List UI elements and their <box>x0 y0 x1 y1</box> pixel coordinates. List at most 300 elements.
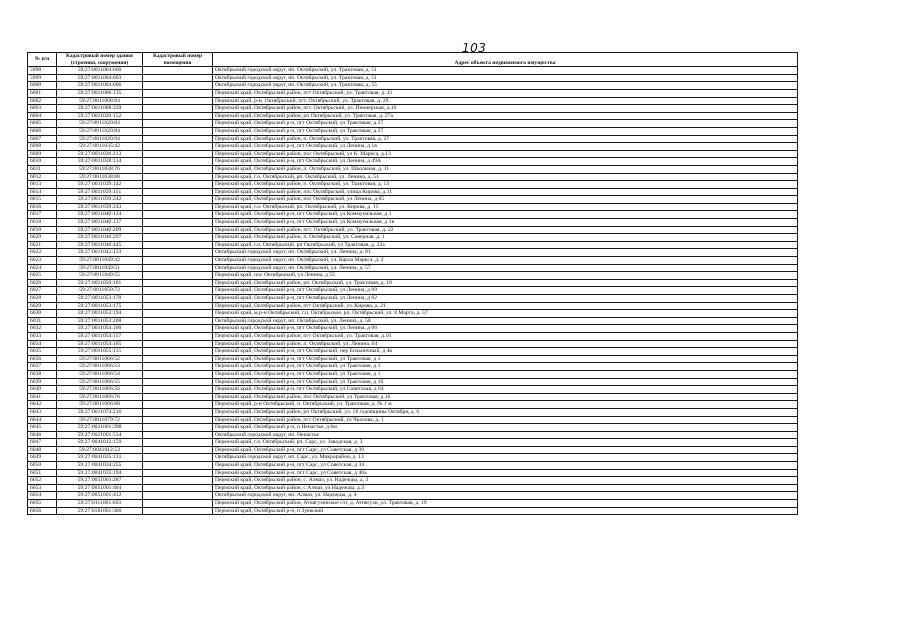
building-cadastral-number: 59:27:0011042:133 <box>57 249 143 257</box>
building-cadastral-number: 59:27:0011066:80 <box>57 401 143 409</box>
table-row <box>28 89 798 97</box>
row-number: 6005 <box>28 120 57 128</box>
row-number: 6000 <box>28 82 57 90</box>
object-address: Пермский край, р-н. Октябрьский, пгт. Октябрьский, ул. Трактовая, д. 29 <box>213 97 798 105</box>
room-cadastral-number <box>143 241 213 249</box>
building-cadastral-number: 59:27:0011020:83 <box>57 120 143 128</box>
row-number: 6055 <box>28 500 57 508</box>
row-number: 6013 <box>28 181 57 189</box>
object-address: Пермский край, г.о. Октябрьский, рп Октябрьский, ул Трактовая, д. 22а <box>213 241 798 249</box>
object-address: Пермский край, Октябрьский район, пос Октябрьский, улица Кирова, д.11 <box>213 188 798 196</box>
table-row <box>28 348 798 356</box>
row-number: 6032 <box>28 325 57 333</box>
row-number: 6012 <box>28 173 57 181</box>
row-number: 6030 <box>28 310 57 318</box>
object-address: Пермский край, Октябрьский р-н, п Зуевский <box>213 507 798 515</box>
building-cadastral-number: 59:27:0011038:76 <box>57 165 143 173</box>
row-number: 6037 <box>28 363 57 371</box>
building-cadastral-number: 59:27:0011020:94 <box>57 135 143 143</box>
header-building-cadastral: Кадастровый номер здания (строения, сооружения) <box>57 53 143 67</box>
object-address: Пермский край, Октябрьский р-н, пгт Сарс, ул Советская, д 46а <box>213 469 798 477</box>
building-cadastral-number: 59:27:0011039:243 <box>57 203 143 211</box>
table-row <box>28 279 798 287</box>
object-address: Пермский край, Октябрьский район, п. Октябрьский, ул. Трактовая, д. 27 <box>213 135 798 143</box>
table-row <box>28 310 798 318</box>
building-cadastral-number: 59:27:0011008:339 <box>57 105 143 113</box>
building-cadastral-number: 59:27:0021001:398 <box>57 424 143 432</box>
object-address: Пермский край, Октябрьский р-н, пгт Октябрьский, ул Трактовая, д 27 <box>213 127 798 135</box>
row-number: 6042 <box>28 401 57 409</box>
table-row <box>28 454 798 462</box>
room-cadastral-number <box>143 158 213 166</box>
room-cadastral-number <box>143 188 213 196</box>
table-row <box>28 112 798 120</box>
object-address: Пермский край, Октябрьский район, пгт Октябрьский, ул. Трактовая, д. 41 <box>213 89 798 97</box>
row-number: 6006 <box>28 127 57 135</box>
building-cadastral-number: 59:27:0011053:208 <box>57 317 143 325</box>
object-address: Пермский край, Октябрьский район, п. Октябрьский, ул. Северная, д. 1 <box>213 234 798 242</box>
table-row <box>28 181 798 189</box>
building-cadastral-number: 59:27:0011004:606 <box>57 82 143 90</box>
table-row <box>28 462 798 470</box>
room-cadastral-number <box>143 507 213 515</box>
table-row <box>28 416 798 424</box>
room-cadastral-number <box>143 378 213 386</box>
object-address: Октябрьский городской округ, нп. Октябрьский, ул. Карла Маркса, д. 2 <box>213 257 798 265</box>
room-cadastral-number <box>143 97 213 105</box>
building-cadastral-number: 59:27:0011054:157 <box>57 332 143 340</box>
room-cadastral-number <box>143 196 213 204</box>
building-cadastral-number: 59:27:0011074:216 <box>57 408 143 416</box>
building-cadastral-number: 59:27:0011054:185 <box>57 340 143 348</box>
building-cadastral-number: 59:27:0111001:663 <box>57 500 143 508</box>
object-address: Пермский край, Октябрьский р-н, пгт Октябрьский, ул Ленина, д 1в <box>213 143 798 151</box>
row-number: 6056 <box>28 507 57 515</box>
object-address: Пермский край, Октябрьский район, рп Октябрьский, ул. 18 годовщины Октября, д. 6 <box>213 408 798 416</box>
row-number: 6014 <box>28 188 57 196</box>
room-cadastral-number <box>143 424 213 432</box>
table-row <box>28 120 798 128</box>
object-address: Пермский край, Октябрьский р-н, пгт Октябрьский, ул Трактовая, д 1 <box>213 370 798 378</box>
table-row <box>28 484 798 492</box>
building-cadastral-number: 59:27:0041012:159 <box>57 439 143 447</box>
building-cadastral-number: 59:27:0011066:54 <box>57 370 143 378</box>
object-address: Октябрьский городской округ, нп. Октябрьский, ул. Ленина, д. 81 <box>213 249 798 257</box>
row-number: 6053 <box>28 484 57 492</box>
building-cadastral-number: 59:27:0011050:101 <box>57 279 143 287</box>
object-address: Пермский край, Октябрьский район, п. Октябрьский, ул. Трактовая, д. 13 <box>213 181 798 189</box>
room-cadastral-number <box>143 370 213 378</box>
object-address: Пермский край, Октябрьский р-н, пгт Октябрьский, ул Коммунальная, д 1 <box>213 211 798 219</box>
row-number: 6043 <box>28 408 57 416</box>
room-cadastral-number <box>143 211 213 219</box>
object-address: Пермский край, Октябрьский р-н, пгт Октябрьский, ул Ленина, д 62 <box>213 295 798 303</box>
room-cadastral-number <box>143 439 213 447</box>
row-number: 6015 <box>28 196 57 204</box>
object-address: Пермский край, г.о. Октябрьский, рп. Октябрьский, ул. Кирова, д. 15 <box>213 203 798 211</box>
table-row <box>28 439 798 447</box>
object-address: Пермский край, Октябрьский р-н, пгт Сарс, ул Советская, д 34 <box>213 462 798 470</box>
row-number: 6039 <box>28 378 57 386</box>
object-address: Пермский край, Октябрьский р-н, пгт Октябрьский, ул Советская, д 64 <box>213 386 798 394</box>
building-cadastral-number: 59:27:0011066:53 <box>57 363 143 371</box>
row-number: 5998 <box>28 67 57 75</box>
room-cadastral-number <box>143 219 213 227</box>
table-row <box>28 446 798 454</box>
object-address: Пермский край, Октябрьский р-н, пгт Октябрьский, ул Трактовая, д 16 <box>213 378 798 386</box>
object-address: Пермский край, Октябрьский район, пгт Октябрьский, ул Чкалова, д. 1 <box>213 416 798 424</box>
room-cadastral-number <box>143 74 213 82</box>
object-address: Пермский край, Октябрьский район, пгт. Октябрьский, ул. Пионерская, д.16 <box>213 105 798 113</box>
row-number: 6004 <box>28 112 57 120</box>
table-row <box>28 378 798 386</box>
room-cadastral-number <box>143 105 213 113</box>
row-number: 6040 <box>28 386 57 394</box>
table-row <box>28 340 798 348</box>
room-cadastral-number <box>143 67 213 75</box>
building-cadastral-number: 59:27:0011004:603 <box>57 74 143 82</box>
building-cadastral-number: 59:27:0011055:115 <box>57 348 143 356</box>
row-number: 5999 <box>28 74 57 82</box>
row-number: 6002 <box>28 97 57 105</box>
room-cadastral-number <box>143 340 213 348</box>
table-row <box>28 287 798 295</box>
room-cadastral-number <box>143 143 213 151</box>
table-row <box>28 165 798 173</box>
building-cadastral-number: 59:27:0011066:56 <box>57 386 143 394</box>
object-address: Пермский край, Октябрьский район, пос Октябрьский, ул Ленина, д 65 <box>213 196 798 204</box>
building-cadastral-number: 59:27:0011040:137 <box>57 219 143 227</box>
room-cadastral-number <box>143 165 213 173</box>
row-number: 6036 <box>28 355 57 363</box>
header-room-cadastral: Кадастровый номер помещения <box>143 53 213 67</box>
row-number: 6049 <box>28 454 57 462</box>
row-number: 6001 <box>28 89 57 97</box>
object-address: Октябрьский городской округ, нп. Октябрьский, ул. Ленина, д. 57 <box>213 264 798 272</box>
table-row <box>28 226 798 234</box>
building-cadastral-number: 59:27:0011050:72 <box>57 287 143 295</box>
table-row <box>28 424 798 432</box>
row-number: 6016 <box>28 203 57 211</box>
row-number: 6003 <box>28 105 57 113</box>
building-cadastral-number: 59:27:0011038:88 <box>57 173 143 181</box>
row-number: 6038 <box>28 370 57 378</box>
room-cadastral-number <box>143 264 213 272</box>
room-cadastral-number <box>143 363 213 371</box>
table-row <box>28 173 798 181</box>
room-cadastral-number <box>143 462 213 470</box>
row-number: 6044 <box>28 416 57 424</box>
object-address: Пермский край, Октябрьский р-н, пгт Октябрьский, ул Ленина, д 69 <box>213 287 798 295</box>
building-cadastral-number: 59:27:0011008:84 <box>57 97 143 105</box>
room-cadastral-number <box>143 82 213 90</box>
row-number: 6011 <box>28 165 57 173</box>
building-cadastral-number: 59:27:0011053:175 <box>57 302 143 310</box>
row-number: 6029 <box>28 302 57 310</box>
row-number: 6050 <box>28 462 57 470</box>
room-cadastral-number <box>143 500 213 508</box>
row-number: 6035 <box>28 348 57 356</box>
row-number: 6054 <box>28 492 57 500</box>
object-address: Пермский край, г.о. Октябрьский, рп. Сарс, ул. Заводская, д. 3 <box>213 439 798 447</box>
table-row <box>28 188 798 196</box>
row-number: 6007 <box>28 135 57 143</box>
table-row <box>28 158 798 166</box>
row-number: 6051 <box>28 469 57 477</box>
table-row <box>28 370 798 378</box>
building-cadastral-number: 59:27:0011020:84 <box>57 127 143 135</box>
row-number: 6048 <box>28 446 57 454</box>
table-row <box>28 408 798 416</box>
object-address: Пермский край, Октябрьский район, п. Октябрьский, ул. Ленина, 64 <box>213 340 798 348</box>
building-cadastral-number: 59:27:0051001:412 <box>57 492 143 500</box>
row-number: 6021 <box>28 241 57 249</box>
room-cadastral-number <box>143 484 213 492</box>
building-cadastral-number: 59:27:0011049:51 <box>57 264 143 272</box>
object-address: Пермский край, Октябрьский район, с Алмаз, ул Надежды, д.3 <box>213 484 798 492</box>
object-address: Пермский край, Октябрьский район, пгт Октябрьский, ул. Трактовая, д.10 <box>213 332 798 340</box>
table-row <box>28 272 798 280</box>
building-cadastral-number: 59:27:0051001:287 <box>57 477 143 485</box>
table-row <box>28 249 798 257</box>
room-cadastral-number <box>143 150 213 158</box>
row-number: 6033 <box>28 332 57 340</box>
room-cadastral-number <box>143 295 213 303</box>
building-cadastral-number: 59:27:0041034:255 <box>57 462 143 470</box>
table-row <box>28 317 798 325</box>
building-cadastral-number: 59:27:0011079:72 <box>57 416 143 424</box>
object-address: Октябрьский городской округ, нп. Октябрьский, ул. Трактовая, д. 51 <box>213 67 798 75</box>
building-cadastral-number: 59:27:0011066:55 <box>57 378 143 386</box>
building-cadastral-number: 59:27:0011066:76 <box>57 393 143 401</box>
room-cadastral-number <box>143 302 213 310</box>
building-cadastral-number: 59:27:0021001:534 <box>57 431 143 439</box>
room-cadastral-number <box>143 173 213 181</box>
building-cadastral-number: 59:27:0011040:134 <box>57 211 143 219</box>
object-address: Пермский край, пос Октябрьский, ул Ленина, д 55 <box>213 272 798 280</box>
header-address: Адрес объекта недвижимого имущества <box>213 60 798 67</box>
object-address: Пермский край, Октябрьский р-н, пгт Октябрьский, пер Больничный, д 4в <box>213 348 798 356</box>
room-cadastral-number <box>143 135 213 143</box>
row-number: 6041 <box>28 393 57 401</box>
table-row <box>28 219 798 227</box>
row-number: 6034 <box>28 340 57 348</box>
room-cadastral-number <box>143 469 213 477</box>
building-cadastral-number: 59:27:0011006:135 <box>57 89 143 97</box>
room-cadastral-number <box>143 120 213 128</box>
object-address: Октябрьский городской округ, нп. Сарс, ул. Микрорайон, д. 13 <box>213 454 798 462</box>
row-number: 6047 <box>28 439 57 447</box>
row-number: 6019 <box>28 226 57 234</box>
building-cadastral-number: 59:27:0011049:42 <box>57 257 143 265</box>
object-address: Пермский край, Октябрьский р-н, пгт Октябрьский, ул Трактовая, д 1 <box>213 355 798 363</box>
header-row-number: № п/п <box>28 53 57 67</box>
table-row <box>28 469 798 477</box>
row-number: 6027 <box>28 287 57 295</box>
table-row <box>28 431 798 439</box>
room-cadastral-number <box>143 386 213 394</box>
property-register-table <box>27 52 798 515</box>
table-row <box>28 67 798 75</box>
room-cadastral-number <box>143 287 213 295</box>
object-address: Пермский край, Октябрьский район, пос Октябрьский, ул К. Маркса, д.13 <box>213 150 798 158</box>
room-cadastral-number <box>143 317 213 325</box>
row-number: 6028 <box>28 295 57 303</box>
table-row <box>28 477 798 485</box>
row-number: 6024 <box>28 264 57 272</box>
room-cadastral-number <box>143 325 213 333</box>
building-cadastral-number: 59:27:0011036:213 <box>57 150 143 158</box>
room-cadastral-number <box>143 454 213 462</box>
room-cadastral-number <box>143 355 213 363</box>
table-row <box>28 264 798 272</box>
building-cadastral-number: 59:27:0011040:209 <box>57 226 143 234</box>
object-address: Пермский край, р-н Октябрьский, п. Октябрьский, ул. Трактовая, д. № 1 ж <box>213 401 798 409</box>
row-number: 6052 <box>28 477 57 485</box>
building-cadastral-number: 59:27:0181001:380 <box>57 507 143 515</box>
building-cadastral-number: 59:27:0011054:100 <box>57 325 143 333</box>
row-number: 6046 <box>28 431 57 439</box>
object-address: Пермский край, Октябрьский р-н, пгт Октябрьский, ул Ленина, д 66 <box>213 325 798 333</box>
room-cadastral-number <box>143 446 213 454</box>
table-row <box>28 196 798 204</box>
object-address: Пермский край, м.р-н Октябрьский, г.п. Октябрьское, рп. Октябрьский, ул. 8 Марта, д. 57 <box>213 310 798 318</box>
row-number: 6008 <box>28 143 57 151</box>
table-row <box>28 332 798 340</box>
table-row <box>28 386 798 394</box>
room-cadastral-number <box>143 348 213 356</box>
room-cadastral-number <box>143 408 213 416</box>
room-cadastral-number <box>143 249 213 257</box>
object-address: Пермский край, Октябрьский район, п. Октябрьский, ул. Школьная, д. 11 <box>213 165 798 173</box>
building-cadastral-number: 59:27:0041025:131 <box>57 454 143 462</box>
building-cadastral-number: 59:27:0051001:404 <box>57 484 143 492</box>
table-row <box>28 143 798 151</box>
table-row <box>28 135 798 143</box>
table-row <box>28 203 798 211</box>
table-row <box>28 234 798 242</box>
row-number: 6020 <box>28 234 57 242</box>
room-cadastral-number <box>143 492 213 500</box>
object-address: Пермский край, Октябрьский р-н, пгт Октябрьский, ул Ленина, д 49А <box>213 158 798 166</box>
object-address: Пермский край, Октябрьский район, пос Октябрьский, ул Трактовая, д 16 <box>213 393 798 401</box>
object-address: Пермский край, Октябрьский р-н, пгт Сарс, ул Советская, д 39 <box>213 446 798 454</box>
row-number: 6031 <box>28 317 57 325</box>
object-address: Пермский край, Октябрьский район, пгт Октябрьский, ул. Кирова, д. 21 <box>213 302 798 310</box>
room-cadastral-number <box>143 477 213 485</box>
table-row <box>28 105 798 113</box>
building-cadastral-number: 59:27:0011066:52 <box>57 355 143 363</box>
table-row <box>28 97 798 105</box>
table-row <box>28 363 798 371</box>
table-row <box>28 295 798 303</box>
room-cadastral-number <box>143 257 213 265</box>
table-row <box>28 127 798 135</box>
row-number: 6026 <box>28 279 57 287</box>
object-address: Пермский край, Октябрьский р-н, пгт Октябрьский, ул Трактовая, д 1 <box>213 363 798 371</box>
building-cadastral-number: 59:27:0011040:297 <box>57 234 143 242</box>
building-cadastral-number: 59:27:0011004:600 <box>57 67 143 75</box>
page-number: 103 <box>462 41 487 55</box>
table-body <box>28 67 798 515</box>
room-cadastral-number <box>143 89 213 97</box>
row-number: 6022 <box>28 249 57 257</box>
row-number: 6025 <box>28 272 57 280</box>
building-cadastral-number: 59:27:0011039:242 <box>57 196 143 204</box>
object-address: Пермский край, Октябрьский район, Атнягузинское с/п, д. Атнягузи, ул. Трактовая, д. 19 <box>213 500 798 508</box>
row-number: 6010 <box>28 158 57 166</box>
object-address: Пермский край, Октябрьский район, пгт. Октябрьский, ул. Трактовая, д. 22 <box>213 226 798 234</box>
room-cadastral-number <box>143 127 213 135</box>
building-cadastral-number: 59:27:0011039:151 <box>57 188 143 196</box>
row-number: 6018 <box>28 219 57 227</box>
table-row <box>28 302 798 310</box>
object-address: Пермский край, Октябрьский район, рп. Октябрьский, ул. Трактовая, д. 18 <box>213 279 798 287</box>
room-cadastral-number <box>143 310 213 318</box>
room-cadastral-number <box>143 416 213 424</box>
room-cadastral-number <box>143 401 213 409</box>
row-number: 6009 <box>28 150 57 158</box>
row-number: 6023 <box>28 257 57 265</box>
room-cadastral-number <box>143 112 213 120</box>
room-cadastral-number <box>143 234 213 242</box>
room-cadastral-number <box>143 279 213 287</box>
room-cadastral-number <box>143 272 213 280</box>
header-address-blank <box>213 53 798 60</box>
room-cadastral-number <box>143 181 213 189</box>
table-row <box>28 500 798 508</box>
object-address: Пермский край, Октябрьский р-н, пгт Октябрьский, ул Трактовая, д 27 <box>213 120 798 128</box>
object-address: Пермский край, Октябрьский район, рп Октябрьский, ул. Трактовая, д. 27а <box>213 112 798 120</box>
row-number: 6017 <box>28 211 57 219</box>
building-cadastral-number: 59:27:0011053:170 <box>57 295 143 303</box>
row-number: 6045 <box>28 424 57 432</box>
building-cadastral-number: 59:27:0011038:134 <box>57 158 143 166</box>
object-address: Октябрьский городской округ, нп. Октябрьский, ул. Трактовая, д. 55 <box>213 82 798 90</box>
building-cadastral-number: 59:27:0011049:55 <box>57 272 143 280</box>
table-row <box>28 82 798 90</box>
building-cadastral-number: 59:27:0011020:152 <box>57 112 143 120</box>
building-cadastral-number: 59:27:0011035:42 <box>57 143 143 151</box>
object-address: Пермский край, Октябрьский р-н, п Ненастье, д 6м <box>213 424 798 432</box>
table-row <box>28 241 798 249</box>
table-row <box>28 257 798 265</box>
table-row <box>28 150 798 158</box>
object-address: Пермский край, Октябрьский район, с. Алмаз, ул. Надежды, д. 3 <box>213 477 798 485</box>
table-row <box>28 507 798 515</box>
table-row <box>28 325 798 333</box>
table-row <box>28 211 798 219</box>
table-row <box>28 74 798 82</box>
room-cadastral-number <box>143 431 213 439</box>
object-address: Октябрьский городской округ, нп. Ненастье <box>213 431 798 439</box>
object-address: Октябрьский городской округ, нп. Алмаз, ул. Надежды, д. 4 <box>213 492 798 500</box>
room-cadastral-number <box>143 226 213 234</box>
object-address: Пермский край, г.о. Октябрьский, рп. Октябрьский, ул. Ленина, д. 51 <box>213 173 798 181</box>
table-row <box>28 355 798 363</box>
building-cadastral-number: 59:27:0011039:142 <box>57 181 143 189</box>
room-cadastral-number <box>143 393 213 401</box>
building-cadastral-number: 59:27:0041012:53 <box>57 446 143 454</box>
room-cadastral-number <box>143 203 213 211</box>
object-address: Октябрьский городской округ, нп. Октябрьский, ул. Трактовая, д. 51 <box>213 74 798 82</box>
room-cadastral-number <box>143 332 213 340</box>
table-row <box>28 393 798 401</box>
building-cadastral-number: 59:27:0011053:194 <box>57 310 143 318</box>
object-address: Октябрьский городской округ, нп. Октябрьский, ул. Ленина, д. 58 <box>213 317 798 325</box>
object-address: Пермский край, Октябрьский р-н, пгт Октябрьский, ул Коммунальная, д 1в <box>213 219 798 227</box>
table-row <box>28 401 798 409</box>
